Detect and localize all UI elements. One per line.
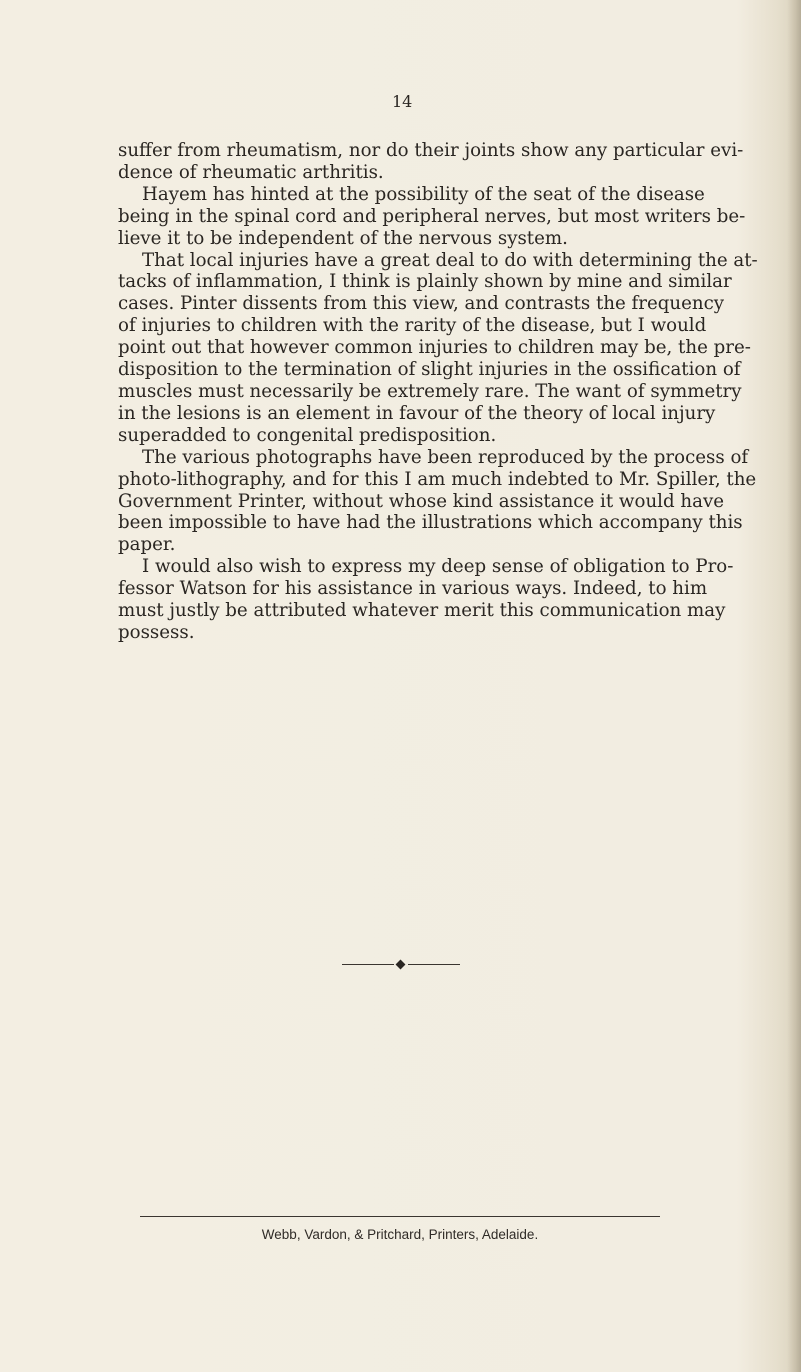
text-line: cases. Pinter dissents from this view, and contrasts the frequency <box>118 293 725 315</box>
text-line: possess. <box>118 621 195 643</box>
text-line: muscles must necessarily be extremely rare. The want of symmetry <box>118 380 742 402</box>
text-line: been impossible to have had the illustrations which accompany this <box>118 512 743 534</box>
text-line: must justly be attributed whatever merit this communication may <box>118 600 726 622</box>
text-line: being in the spinal cord and peripheral nerves, but most writers be- <box>118 205 746 227</box>
text-line: dence of rheumatic arthritis. <box>118 161 384 183</box>
text-line: Government Printer, without whose kind assistance it would have <box>118 490 725 512</box>
text-line: fessor Watson for his assistance in various ways. Indeed, to him <box>118 578 708 600</box>
section-end-ornament <box>342 959 460 971</box>
text-line: photo-lithography, and for this I am much indebted to Mr. Spiller, the <box>118 468 757 490</box>
text-line: suffer from rheumatism, nor do their joints show any particular evi- <box>118 140 744 161</box>
ornament-rule-left <box>342 964 394 965</box>
text-line: superadded to congenital predisposition. <box>118 424 497 446</box>
text-line: disposition to the termination of slight injuries in the ossification of <box>118 359 741 381</box>
printer-imprint: Webb, Vardon, & Pritchard, Printers, Adelaide. <box>261 1227 539 1242</box>
text-line: The various photographs have been reproduced by the process of <box>142 446 749 468</box>
text-line: tacks of inflammation, I think is plainly shown by mine and similar <box>118 271 732 293</box>
diamond-icon <box>396 960 406 970</box>
footer-rule <box>140 1216 660 1217</box>
body-text <box>118 140 758 644</box>
text-line: I would also wish to express my deep sense of obligation to Pro- <box>142 556 734 578</box>
page-edge-shadow <box>787 0 801 1372</box>
text-line: point out that however common injuries to children may be, the pre- <box>118 337 751 359</box>
page-number: 14 <box>392 92 413 111</box>
text-line: lieve it to be independent of the nervous system. <box>118 227 568 249</box>
text-line: paper. <box>118 534 176 556</box>
ornament-rule-right <box>408 964 460 965</box>
text-line: That local injuries have a great deal to do with determining the at- <box>142 249 758 271</box>
text-line: Hayem has hinted at the possibility of the seat of the disease <box>142 183 705 205</box>
text-line: in the lesions is an element in favour of the theory of local injury <box>118 402 716 424</box>
text-line: of injuries to children with the rarity of the disease, but I would <box>118 315 707 337</box>
